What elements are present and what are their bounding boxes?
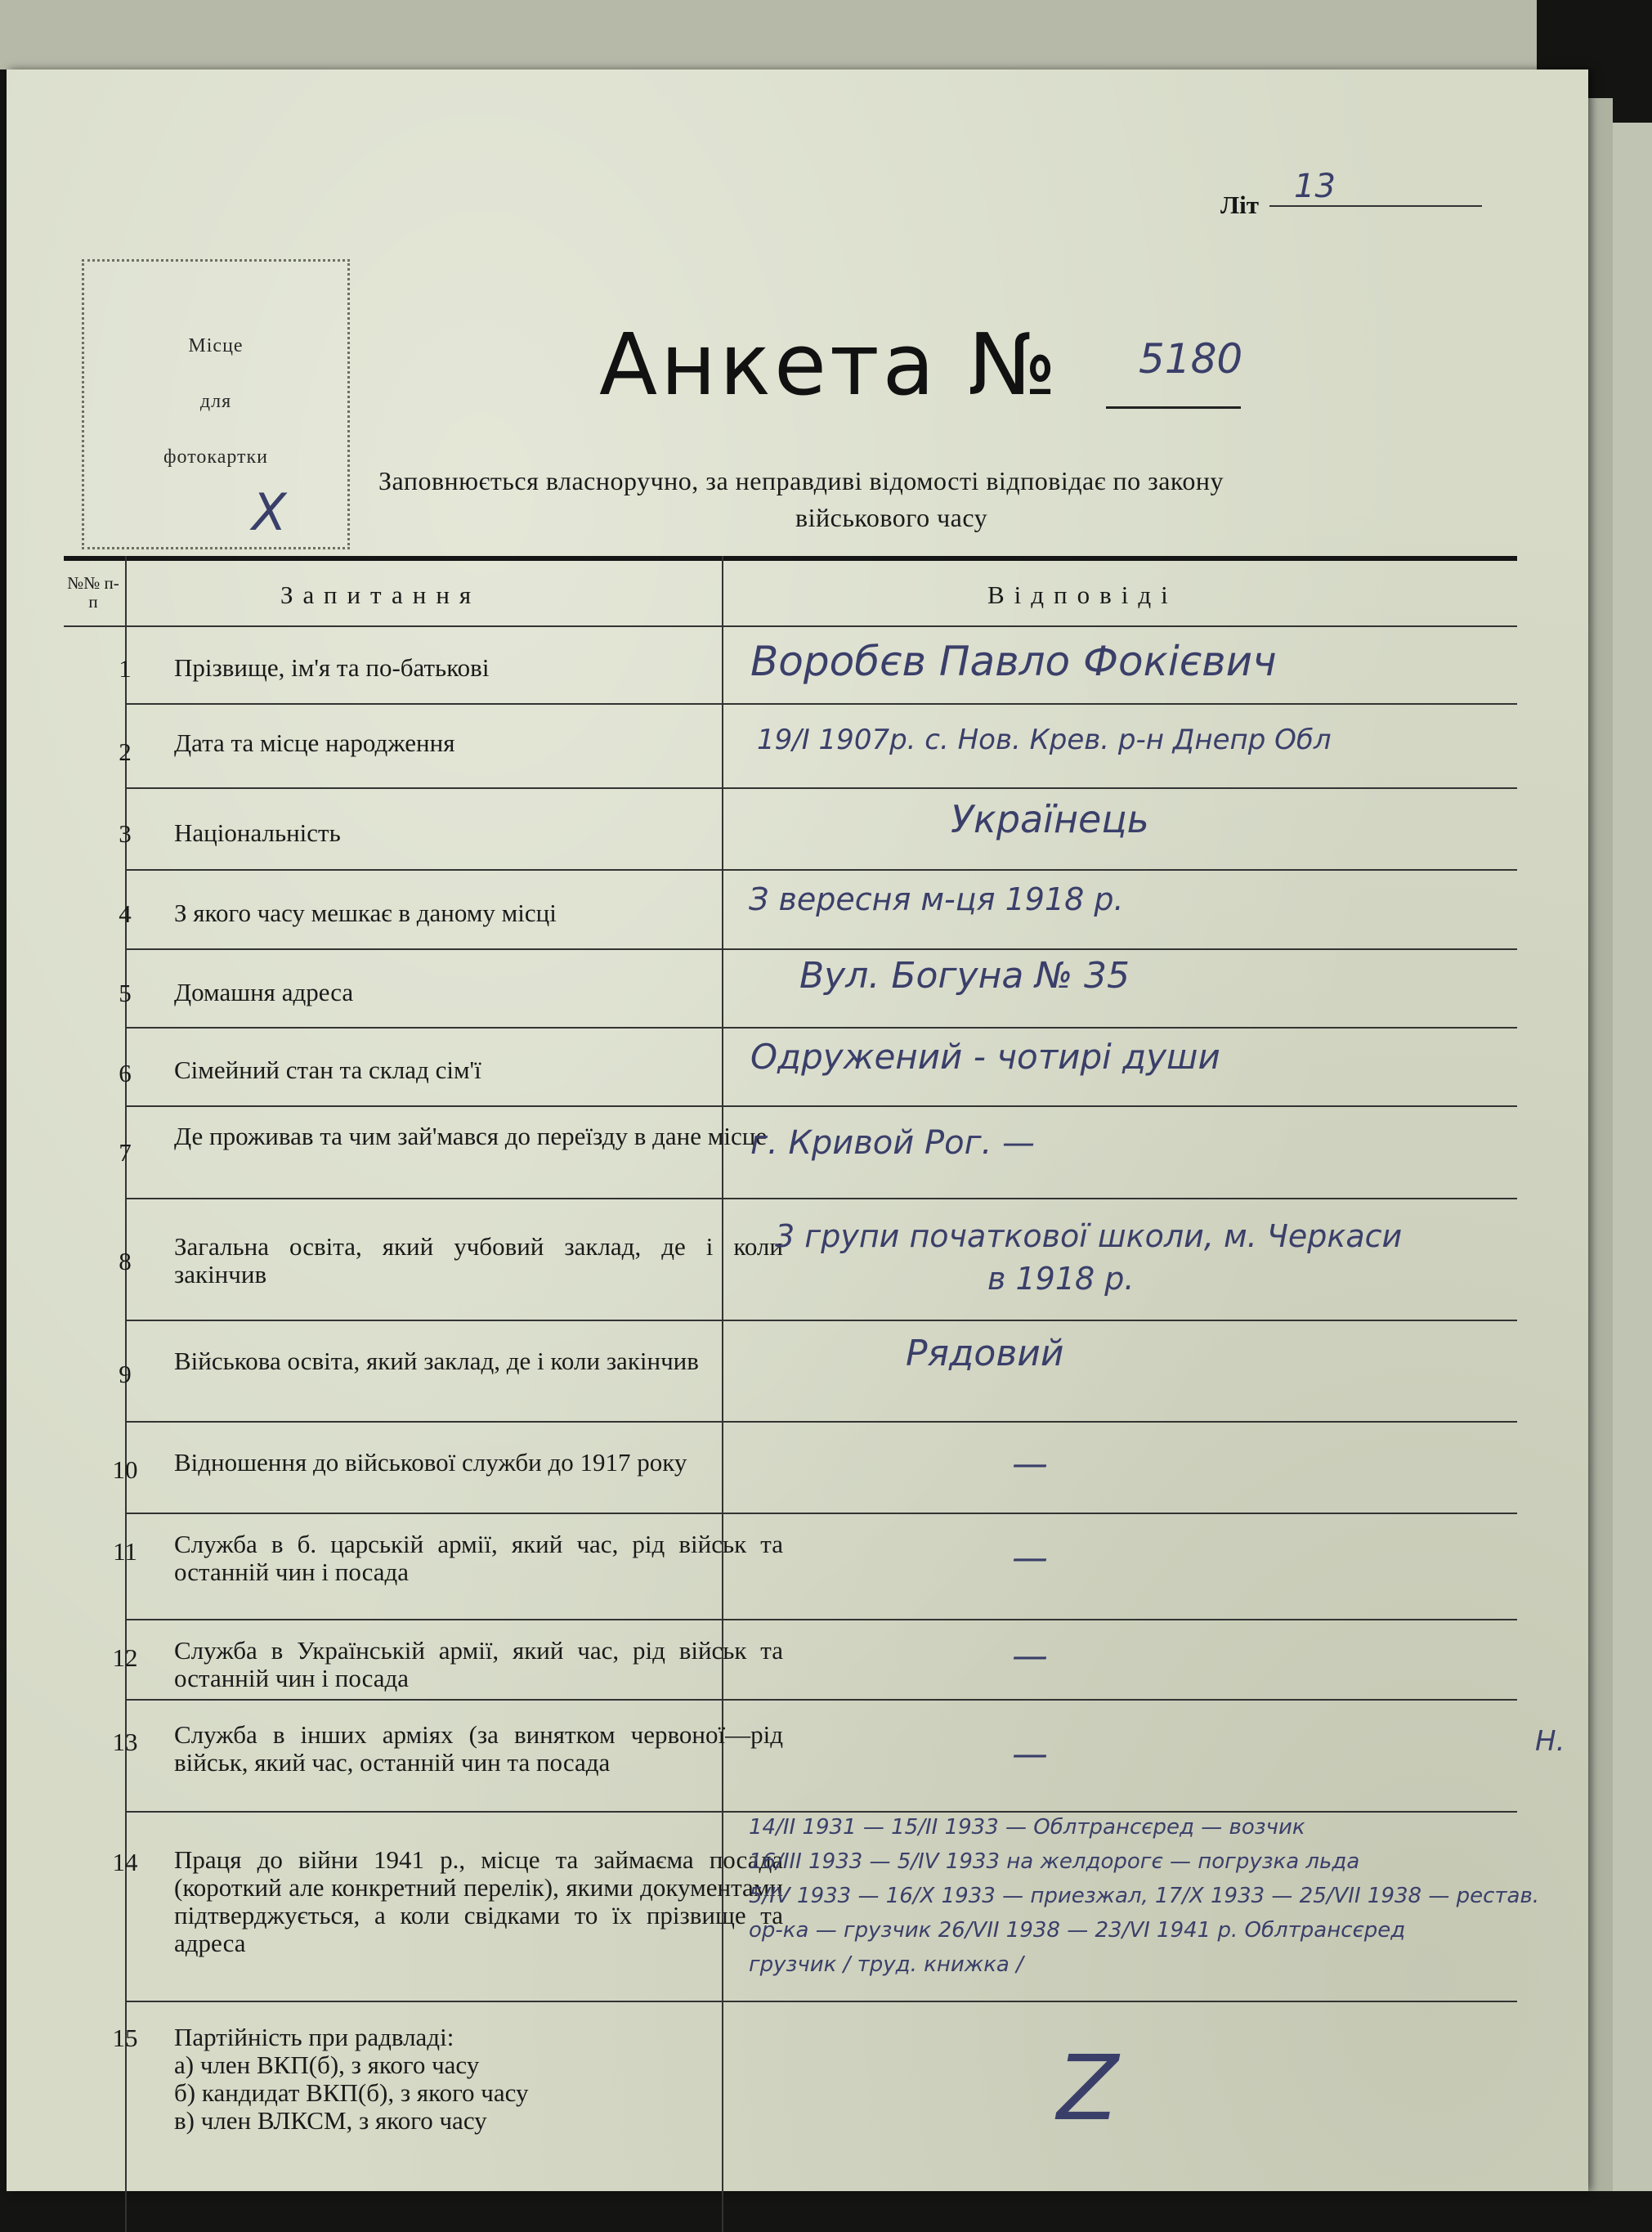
row-number: 11 <box>113 1537 137 1566</box>
row-answer: 19/I 1907р. с. Нов. Крев. р-н Днепр Обл <box>757 724 1332 756</box>
row-number: 10 <box>112 1455 138 1484</box>
row-divider <box>125 1619 1517 1620</box>
photo-label-line: фотокартки <box>163 446 269 468</box>
row-number: 2 <box>119 737 132 766</box>
row-question: Праця до війни 1941 р., місце та займаєма посада (короткий але конкретний перелік), якими документами підтверджується, а коли свідками то їх прізвище та адреса <box>174 1845 783 1957</box>
column-divider <box>722 556 723 2232</box>
photo-label-line: для <box>199 391 232 412</box>
row-divider <box>125 703 1517 705</box>
row-number: 8 <box>119 1247 132 1275</box>
row-answer: — <box>1012 1443 1048 1485</box>
row-answer: г. Кривой Рог. — <box>750 1124 1036 1162</box>
row-number: 14 <box>112 1848 138 1876</box>
row-question: Партійність при радвладі: а) член ВКП(б), з якого часу б) кандидат ВКП(б), з якого часу в) член ВЛКСМ, з якого часу <box>174 2023 529 2135</box>
row-answer: Z <box>1057 2036 1119 2140</box>
margin-mark: Н. <box>1535 1725 1565 1758</box>
row-number: 1 <box>119 654 132 683</box>
row-question: Дата та місце народження <box>174 728 455 757</box>
page-stack-top <box>0 0 1537 69</box>
table-top-rule <box>64 556 1517 561</box>
row-divider <box>125 1198 1517 1199</box>
row-question: Прізвище, ім'я та по-батькові <box>174 653 490 682</box>
row-divider <box>125 1513 1517 1514</box>
row-answer: — <box>1012 1635 1048 1677</box>
row-divider <box>125 787 1517 789</box>
row-answer: Воробєв Павло Фокієвич <box>750 638 1277 685</box>
row-divider <box>125 869 1517 871</box>
row-question: З якого часу мешкає в даному місці <box>174 899 557 927</box>
row-number: 5 <box>119 979 132 1007</box>
lit-label: Літ <box>1220 190 1259 219</box>
row-divider <box>125 2001 1517 2002</box>
questionnaire-page <box>7 69 1588 2191</box>
document-title: Анкета № <box>599 315 1060 415</box>
photo-placeholder <box>82 259 350 549</box>
row-answer: в 1918 р. <box>987 1261 1135 1297</box>
row-question: Служба в б. царській армії, який час, рід військ та останній чин і посада <box>174 1530 783 1586</box>
row-divider <box>125 948 1517 950</box>
anketa-number: 5180 <box>1139 335 1243 383</box>
row-answer: Рядовий <box>906 1333 1064 1374</box>
row-question: Військова освіта, який заклад, де і коли закінчив <box>174 1347 699 1375</box>
row-number: 13 <box>112 1728 138 1756</box>
row-number: 4 <box>119 899 132 928</box>
row-question: Домашня адреса <box>174 978 354 1006</box>
column-header-answer: Відповіді <box>987 580 1178 609</box>
row-number: 7 <box>119 1138 132 1167</box>
row-number: 6 <box>119 1059 132 1087</box>
row-answer: — <box>1012 1733 1048 1775</box>
subtitle-line: військового часу <box>795 503 988 532</box>
column-header-question: Запитання <box>280 580 481 609</box>
row-question: Сімейний стан та склад сім'ї <box>174 1055 481 1084</box>
row-number: 9 <box>119 1360 132 1388</box>
photo-label-line: Місце <box>188 335 244 356</box>
row-question: Де проживав та чим зай'мався до переїзду в дане місце <box>174 1122 768 1150</box>
row-number: 12 <box>112 1643 138 1672</box>
row-divider <box>125 1105 1517 1107</box>
table-header-rule <box>64 625 1517 627</box>
lit-value: 13 <box>1269 168 1482 207</box>
row-answer: З вересня м-ця 1918 р. <box>749 881 1124 917</box>
row-question: Служба в інших арміях (за винятком червоної—рід військ, який час, останній чин та посада <box>174 1720 783 1777</box>
photo-mark: X <box>252 482 287 542</box>
row-number: 3 <box>119 819 132 848</box>
row-divider <box>125 1811 1517 1813</box>
row-answer: грузчик / труд. книжка / <box>749 1952 1023 1977</box>
row-divider <box>125 1320 1517 1321</box>
row-answer: 5/IV 1933 — 16/X 1933 — приезжал, 17/X 1933 — 25/VII 1938 — рестав. <box>749 1884 1540 1908</box>
row-divider <box>125 1699 1517 1701</box>
row-answer: — <box>1012 1537 1048 1579</box>
column-header-number: №№ п-п <box>67 573 119 612</box>
row-answer: 3 групи початкової школи, м. Черкаси <box>775 1218 1403 1254</box>
row-answer: 14/II 1931 — 15/II 1933 — Облтрансєред — возчик <box>749 1815 1305 1840</box>
row-question: Відношення до військової служби до 1917 року <box>174 1448 687 1477</box>
column-divider <box>125 556 127 2232</box>
row-answer: 16/III 1933 — 5/IV 1933 на желдорогє — погрузка льда <box>749 1849 1360 1874</box>
questionnaire-table <box>64 556 1540 2232</box>
row-question: Національність <box>174 818 341 847</box>
row-divider <box>125 1421 1517 1423</box>
row-question: Служба в Українській армії, який час, рід військ та останній чин і посада <box>174 1636 783 1692</box>
anketa-number-line <box>1106 406 1241 409</box>
row-divider <box>125 1027 1517 1029</box>
row-answer: ор-ка — грузчик 26/VII 1938 — 23/VI 1941 р. Облтрансєред <box>749 1918 1406 1943</box>
row-answer: Українець <box>951 797 1149 841</box>
row-answer: Одружений - чотирі души <box>750 1037 1220 1077</box>
subtitle-line: Заповнюється власноручно, за неправдиві відомості відповідає по закону <box>378 466 1224 495</box>
row-number: 15 <box>112 2024 138 2052</box>
row-answer: Вул. Богуна № 35 <box>799 955 1130 997</box>
row-question: Загальна освіта, який учбовий заклад, де і коли закінчив <box>174 1232 783 1289</box>
